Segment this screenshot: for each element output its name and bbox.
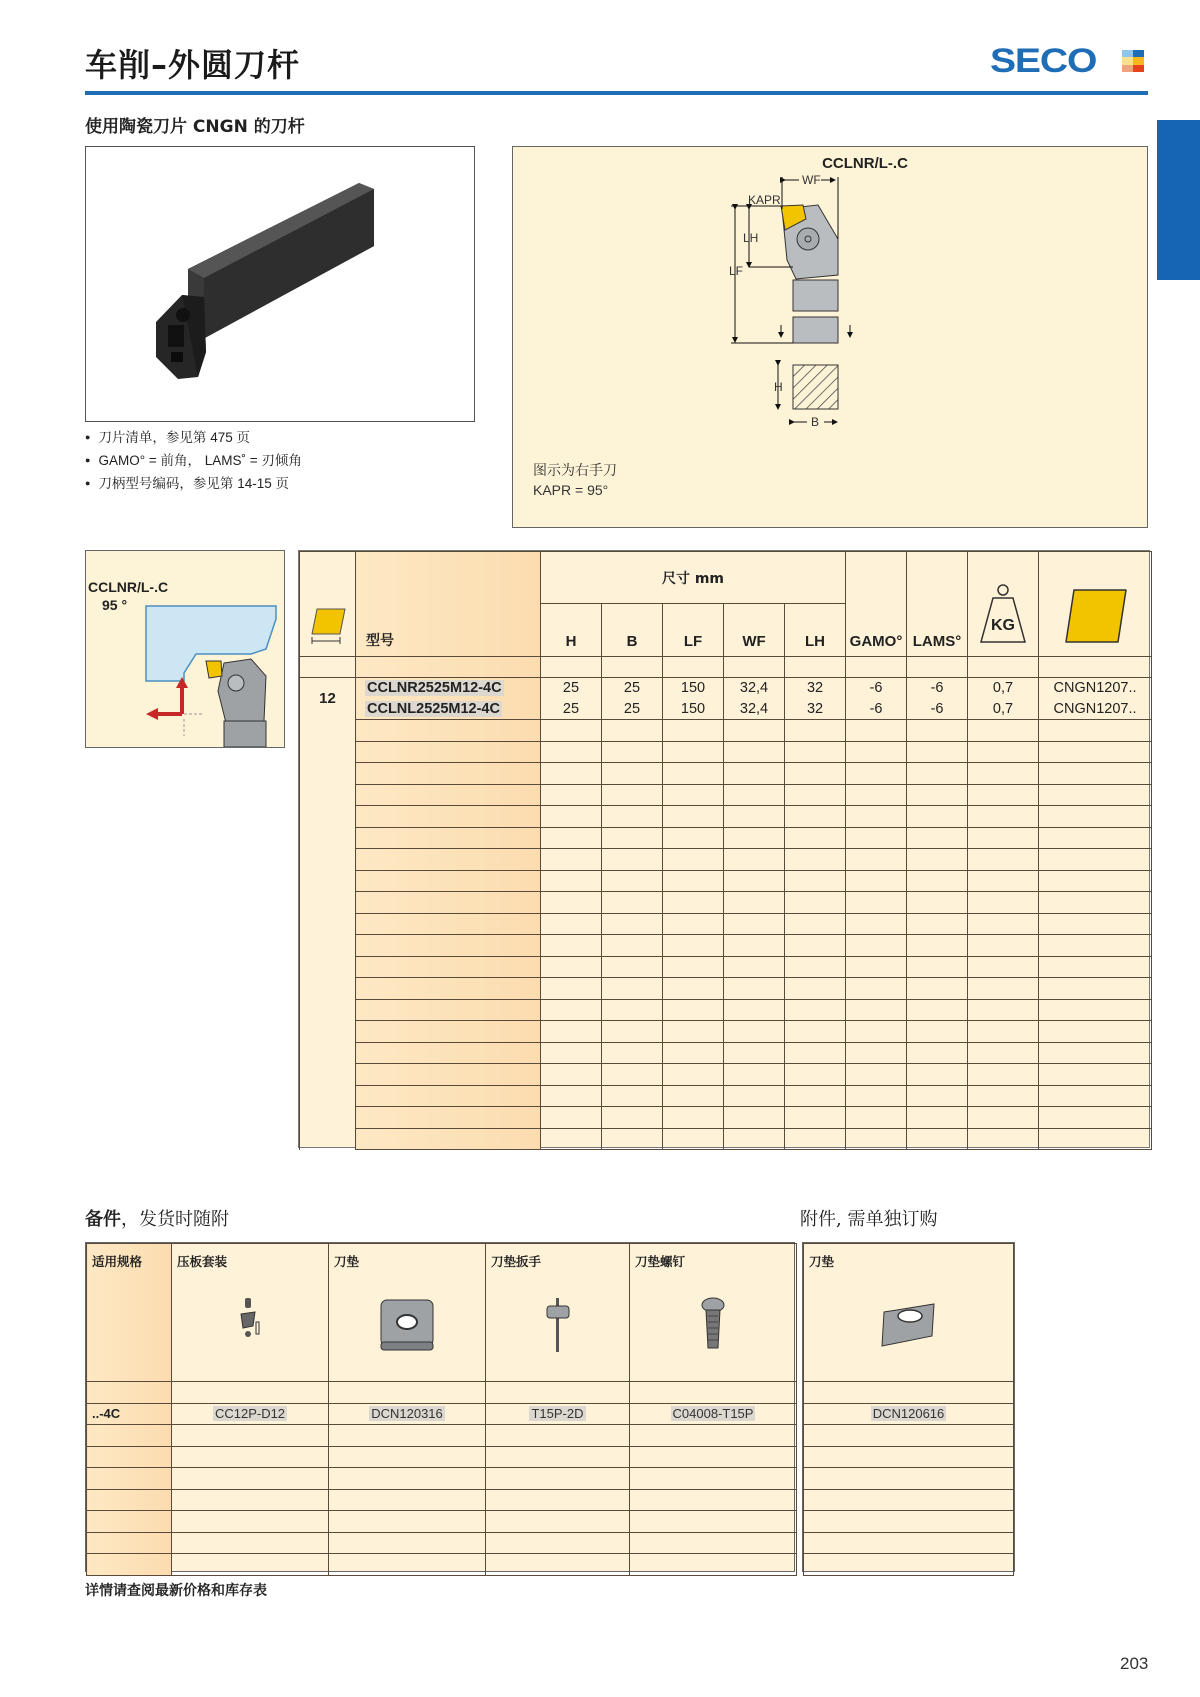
col-h: H (541, 604, 602, 657)
chapter-tab (1157, 120, 1200, 280)
col-shim: 刀垫 (329, 1244, 486, 1382)
shim-screw-code[interactable]: C04008-T15P (672, 1406, 754, 1422)
product-table (298, 550, 1150, 1148)
svg-text:LH: LH (743, 231, 759, 245)
accessories-heading: 附件, 需单独订购 (800, 1209, 938, 1230)
col-wf: WF (724, 604, 785, 657)
seco-logo (990, 42, 1150, 82)
weight-icon (968, 552, 1039, 657)
empty-rows (300, 720, 1152, 1150)
col-clamp-set: 压板套装 (172, 1244, 329, 1382)
spare-parts-table (85, 1242, 795, 1572)
brand-mark-icon (1122, 50, 1144, 72)
product-photo (85, 146, 475, 422)
table-row[interactable]: 12 CCLNR2525M12-4C 25 25 150 32,4 32 -6 -6 0,7 CNGN1207.. (300, 678, 1152, 699)
empty-rows (87, 1425, 797, 1576)
notes-list (85, 427, 302, 496)
col-b: B (602, 604, 663, 657)
svg-text:LF: LF (729, 264, 744, 278)
shim-icon (377, 1296, 437, 1356)
note-item: ● 刀片清单，参见第 475 页 (85, 427, 302, 450)
separate-shim-code[interactable]: DCN120616 (872, 1406, 945, 1422)
section-subtitle: 使用陶瓷刀片 CNGN 的刀杆 (85, 117, 305, 137)
insert-icon (1039, 552, 1152, 657)
accessories-table (802, 1242, 1015, 1572)
wf-label: WF (802, 173, 821, 187)
col-lf: LF (663, 604, 724, 657)
page-title: 车削–外圆刀杆 (85, 46, 301, 84)
col-lams: LAMS° (907, 552, 968, 657)
diagram-title: CCLNR/L-.C (822, 155, 908, 172)
clamp-set-code[interactable]: CC12P-D12 (214, 1406, 286, 1422)
insert-size-icon (300, 552, 356, 657)
approach-angle: 95 ° (102, 597, 128, 613)
spec-value: ..-4C (92, 1406, 121, 1422)
note-item: ● GAMO° = 前角， LAMS˚ = 刃倾角 (85, 450, 302, 473)
col-spec: 适用规格 (87, 1244, 172, 1382)
torx-key-icon (543, 1296, 573, 1356)
dimensions-header: 尺寸 mm (541, 552, 846, 604)
col-shim-screw: 刀垫螺钉 (630, 1244, 797, 1382)
spare-parts-heading: 备件，发货时随附 (85, 1209, 229, 1230)
svg-text:B: B (811, 415, 820, 429)
table-row[interactable] (87, 1403, 797, 1425)
page-number: 203 (1120, 1654, 1149, 1673)
tool-holder-image (86, 147, 473, 420)
col-lh: LH (785, 604, 846, 657)
dimension-diagram (512, 146, 1148, 528)
svg-text:KG: KG (991, 617, 1016, 634)
col-shim-key: 刀垫扳手 (486, 1244, 630, 1382)
svg-text:KAPR: KAPR (748, 193, 781, 207)
empty-rows (804, 1425, 1014, 1576)
small-diagram-title: CCLNR/L-.C (88, 579, 169, 595)
model-header: 型号 (356, 552, 541, 657)
title-divider (85, 91, 1148, 95)
svg-text:H: H (774, 380, 783, 394)
shim-code[interactable]: DCN120316 (371, 1406, 443, 1422)
brand-name: SECO (990, 42, 1097, 80)
insert-size: 12 (300, 678, 356, 720)
table-row[interactable] (804, 1403, 1014, 1425)
model-code[interactable]: CCLNR2525M12-4C (367, 680, 502, 697)
footnote: 详情请查阅最新价格和库存表 (85, 1583, 267, 1599)
clamp-set-icon (235, 1296, 265, 1346)
screw-icon (698, 1296, 728, 1356)
col-gamo: GAMO° (846, 552, 907, 657)
shim-key-code[interactable]: T15P-2D (531, 1406, 584, 1422)
application-diagram (85, 550, 285, 748)
table-row[interactable]: CCLNL2525M12-4C 25 25 150 32,4 32 -6 -6 0,7 CNGN1207.. (300, 699, 1152, 720)
shim-icon (874, 1296, 944, 1356)
model-code[interactable]: CCLNL2525M12-4C (367, 700, 500, 717)
note-item: ● 刀柄型号编码，参见第 14-15 页 (85, 473, 302, 496)
diagram-note: 图示为右手刀 KAPR = 95° (533, 462, 617, 498)
col-separate-shim: 刀垫 (804, 1244, 1014, 1382)
